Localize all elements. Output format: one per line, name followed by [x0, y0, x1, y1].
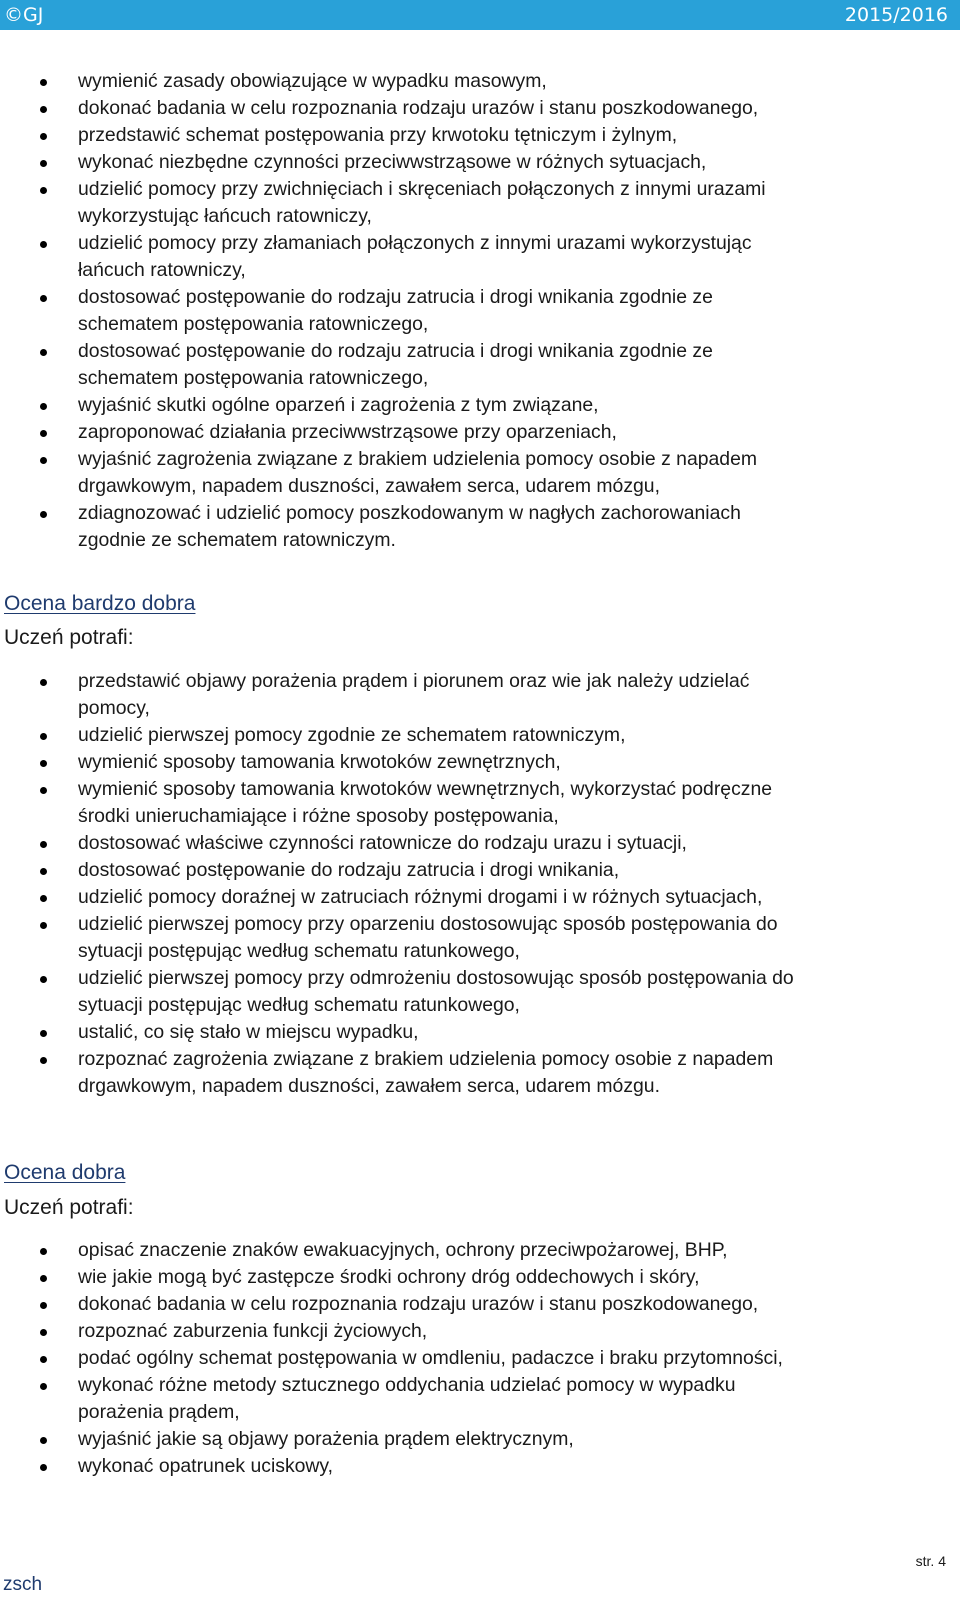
list-item: dokonać badania w celu rozpoznania rodzaju urazów i stanu poszkodowanego,: [78, 95, 948, 122]
list-item: zaproponować działania przeciwwstrząsowe przy oparzeniach,: [78, 419, 948, 446]
list-item: podać ogólny schemat postępowania w omdleniu, padaczce i braku przytomności,: [78, 1345, 948, 1372]
requirements-list: [78, 68, 948, 554]
copyright-label: ©GJ: [4, 4, 44, 26]
list-item: udzielić pomocy doraźnej w zatruciach różnymi drogami i w różnych sytuacjach,: [78, 884, 948, 911]
list-item: rozpoznać zaburzenia funkcji życiowych,: [78, 1318, 948, 1345]
list-item: przedstawić schemat postępowania przy krwotoku tętniczym i żylnym,: [78, 122, 948, 149]
section-subtitle: Uczeń potrafi:: [4, 1196, 134, 1219]
list-item: dostosować postępowanie do rodzaju zatrucia i drogi wnikania,: [78, 857, 948, 884]
section-title-bardzo-dobra: Ocena bardzo dobra: [4, 592, 196, 615]
list-item: rozpoznać zagrożenia związane z brakiem udzielenia pomocy osobie z napadem drgawkowym, napadem duszności, zawałem serca, udarem mózgu.: [78, 1046, 948, 1100]
page-header: [0, 0, 960, 30]
list-item: dostosować postępowanie do rodzaju zatrucia i drogi wnikania zgodnie ze schematem postępowania ratowniczego,: [78, 284, 948, 338]
list-item: wymienić sposoby tamowania krwotoków zewnętrznych,: [78, 749, 948, 776]
list-item: wykonać opatrunek uciskowy,: [78, 1453, 948, 1480]
list-item: wyjaśnić zagrożenia związane z brakiem udzielenia pomocy osobie z napadem drgawkowym, napadem duszności, zawałem serca, udarem mózgu,: [78, 446, 948, 500]
list-item: wykonać różne metody sztucznego oddychania udzielać pomocy w wypadku porażenia prądem,: [78, 1372, 948, 1426]
school-year-label: 2015/2016: [844, 4, 948, 26]
footer-school-code: zsch: [3, 1574, 43, 1595]
dobra-list: [78, 1237, 948, 1480]
list-item: wyjaśnić skutki ogólne oparzeń i zagrożenia z tym związane,: [78, 392, 948, 419]
list-item: udzielić pierwszej pomocy zgodnie ze schematem ratowniczym,: [78, 722, 948, 749]
section-subtitle: Uczeń potrafi:: [4, 626, 134, 649]
list-item: wyjaśnić jakie są objawy porażenia prądem elektrycznym,: [78, 1426, 948, 1453]
list-item: udzielić pomocy przy złamaniach połączonych z innymi urazami wykorzystując łańcuch ratowniczy,: [78, 230, 948, 284]
list-item: ustalić, co się stało w miejscu wypadku,: [78, 1019, 948, 1046]
list-item: zdiagnozować i udzielić pomocy poszkodowanym w nagłych zachorowaniach zgodnie ze schematem ratowniczym.: [78, 500, 948, 554]
list-item: wie jakie mogą być zastępcze środki ochrony dróg oddechowych i skóry,: [78, 1264, 948, 1291]
list-item: wykonać niezbędne czynności przeciwwstrząsowe w różnych sytuacjach,: [78, 149, 948, 176]
list-item: dostosować właściwe czynności ratownicze do rodzaju urazu i sytuacji,: [78, 830, 948, 857]
list-item: dostosować postępowanie do rodzaju zatrucia i drogi wnikania zgodnie ze schematem postępowania ratowniczego,: [78, 338, 948, 392]
list-item: dokonać badania w celu rozpoznania rodzaju urazów i stanu poszkodowanego,: [78, 1291, 948, 1318]
list-item: wymienić zasady obowiązujące w wypadku masowym,: [78, 68, 948, 95]
list-item: przedstawić objawy porażenia prądem i piorunem oraz wie jak należy udzielać pomocy,: [78, 668, 948, 722]
bardzo-dobra-list: [78, 668, 948, 1100]
page-number: str. 4: [915, 1553, 946, 1569]
list-item: wymienić sposoby tamowania krwotoków wewnętrznych, wykorzystać podręczne środki unieruchamiające i różne sposoby postępowania,: [78, 776, 948, 830]
list-item: udzielić pierwszej pomocy przy oparzeniu dostosowując sposób postępowania do sytuacji postępując według schematu ratunkowego,: [78, 911, 948, 965]
list-item: opisać znaczenie znaków ewakuacyjnych, ochrony przeciwpożarowej, BHP,: [78, 1237, 948, 1264]
list-item: udzielić pierwszej pomocy przy odmrożeniu dostosowując sposób postępowania do sytuacji postępując według schematu ratunkowego,: [78, 965, 948, 1019]
list-item: udzielić pomocy przy zwichnięciach i skręceniach połączonych z innymi urazami wykorzystując łańcuch ratowniczy,: [78, 176, 948, 230]
section-title-dobra: Ocena dobra: [4, 1161, 126, 1184]
